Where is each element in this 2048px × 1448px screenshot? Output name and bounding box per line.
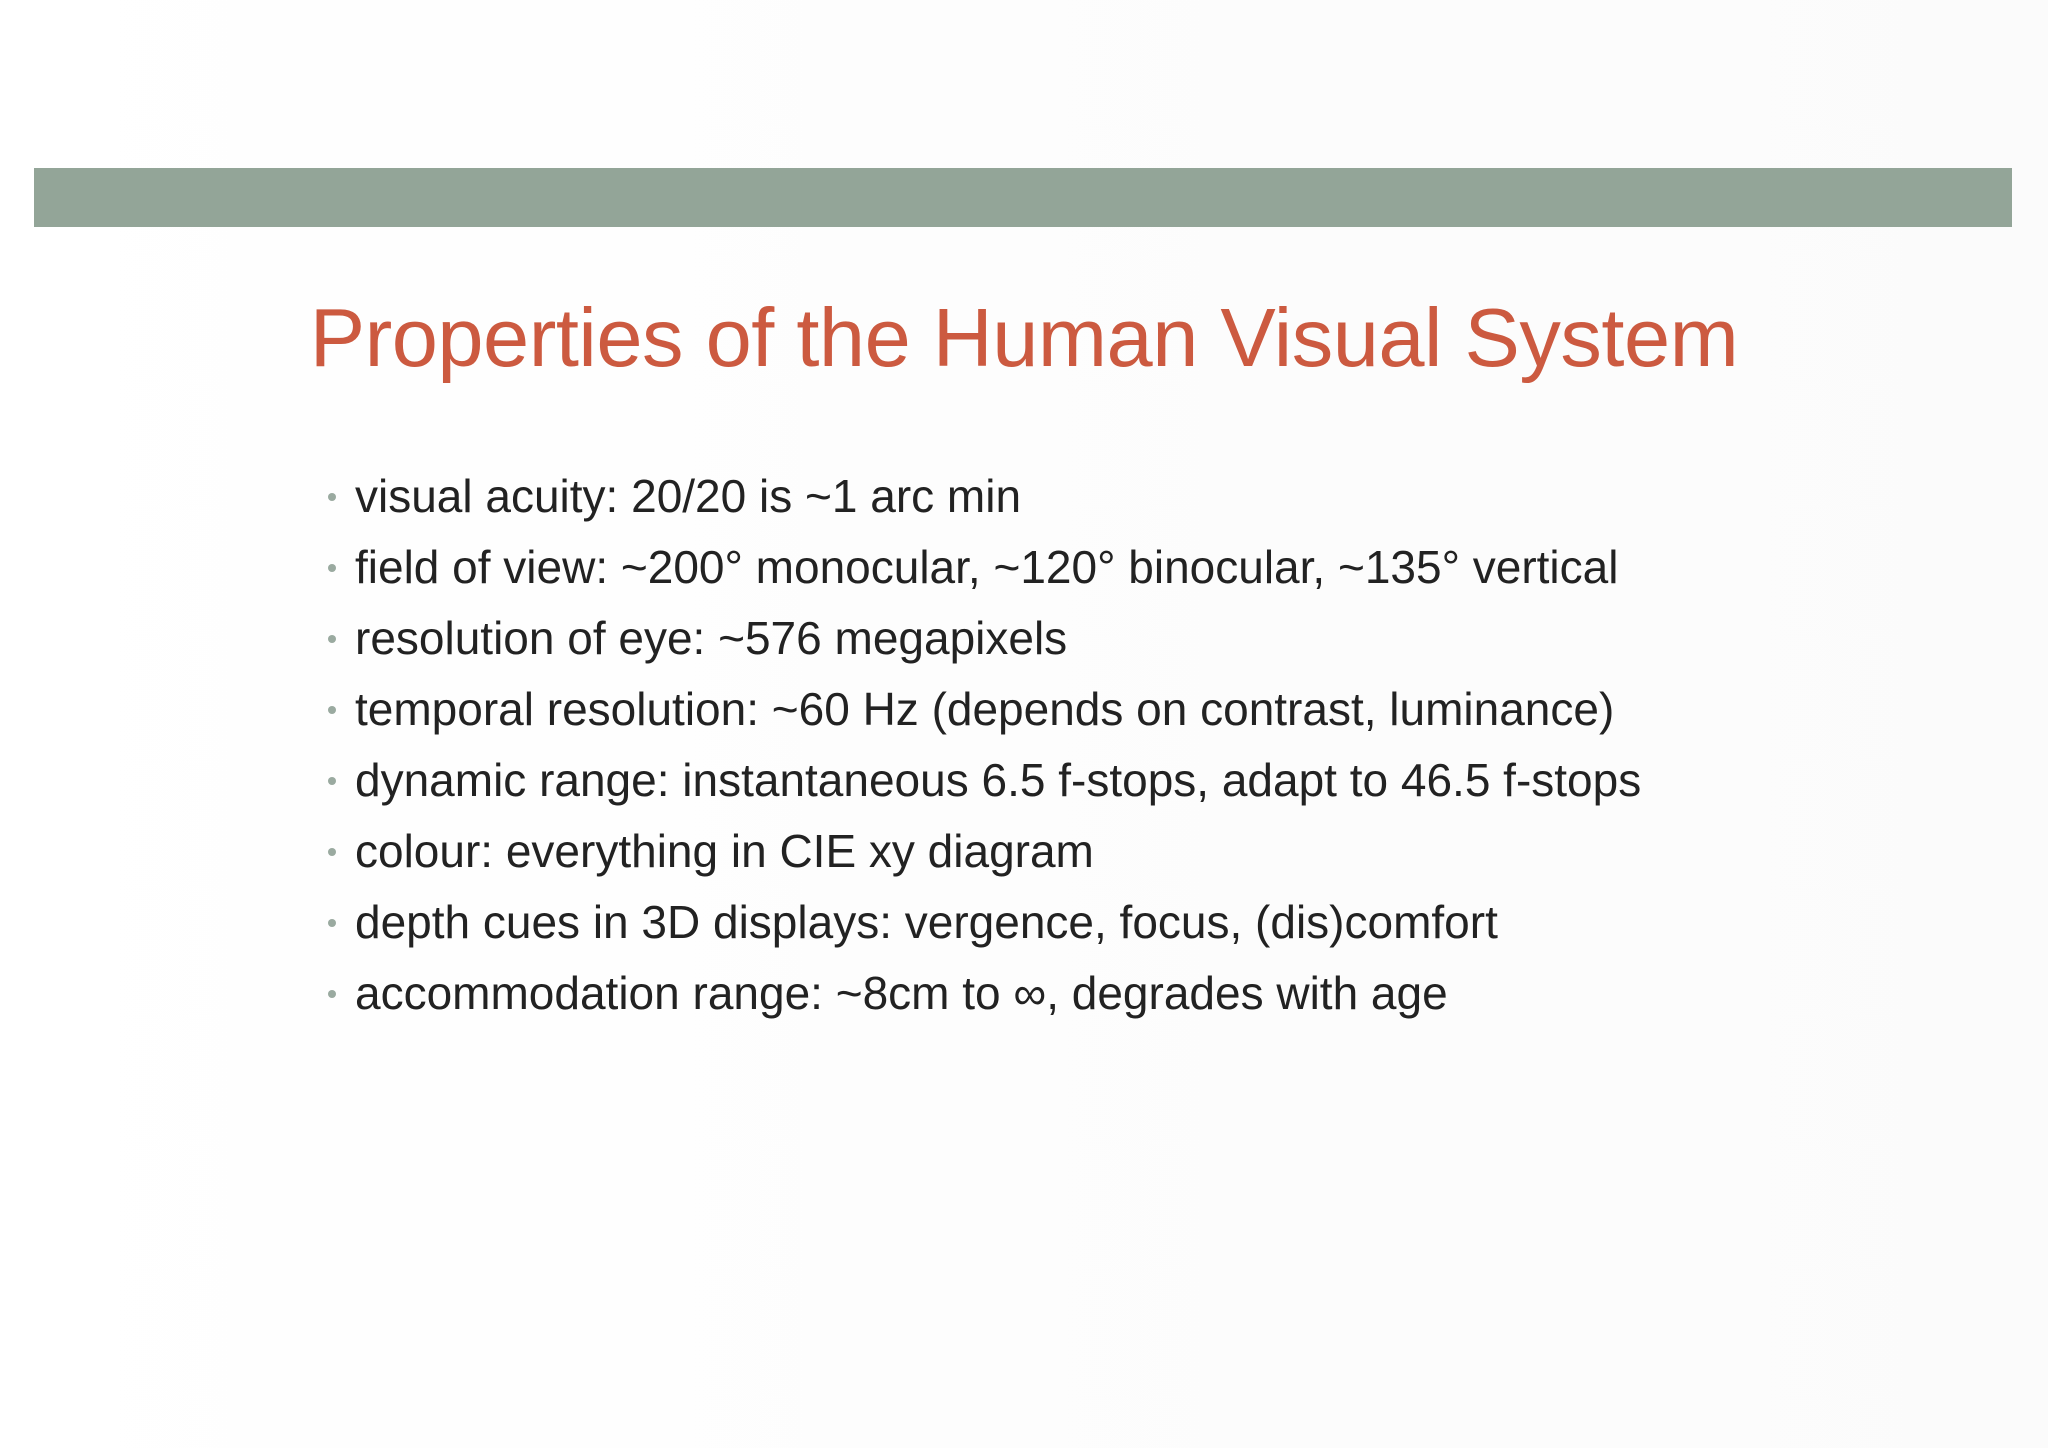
bullet-item	[324, 603, 1641, 674]
bullet-item	[324, 461, 1641, 532]
bullet-text: resolution of eye: ~576 megapixels	[355, 612, 1068, 664]
bullet-dot-icon	[328, 564, 336, 572]
bullet-dot-icon	[328, 990, 336, 998]
header-band	[34, 168, 2012, 227]
bullet-list	[324, 461, 1641, 1029]
bullet-text: visual acuity: 20/20 is ~1 arc min	[355, 470, 1022, 522]
bullet-text: field of view: ~200° monocular, ~120° binocular, ~135° vertical	[355, 541, 1619, 593]
bullet-text: dynamic range: instantaneous 6.5 f-stops, adapt to 46.5 f-stops	[355, 754, 1642, 806]
bullet-text: accommodation range: ~8cm to ∞, degrades with age	[355, 967, 1448, 1019]
bullet-item	[324, 745, 1641, 816]
bullet-dot-icon	[328, 919, 336, 927]
bullet-dot-icon	[328, 493, 336, 501]
bullet-text: temporal resolution: ~60 Hz (depends on contrast, luminance)	[355, 683, 1615, 735]
bullet-item	[324, 958, 1641, 1029]
slide-title: Properties of the Human Visual System	[309, 291, 1739, 384]
bullet-dot-icon	[328, 777, 336, 785]
bullet-dot-icon	[328, 706, 336, 714]
bullet-text: colour: everything in CIE xy diagram	[355, 825, 1094, 877]
bullet-item	[324, 816, 1641, 887]
bullet-dot-icon	[328, 848, 336, 856]
bullet-dot-icon	[328, 635, 336, 643]
bullet-item	[324, 674, 1641, 745]
bullet-text: depth cues in 3D displays: vergence, focus, (dis)comfort	[355, 896, 1498, 948]
bullet-item	[324, 887, 1641, 958]
bullet-item	[324, 532, 1641, 603]
